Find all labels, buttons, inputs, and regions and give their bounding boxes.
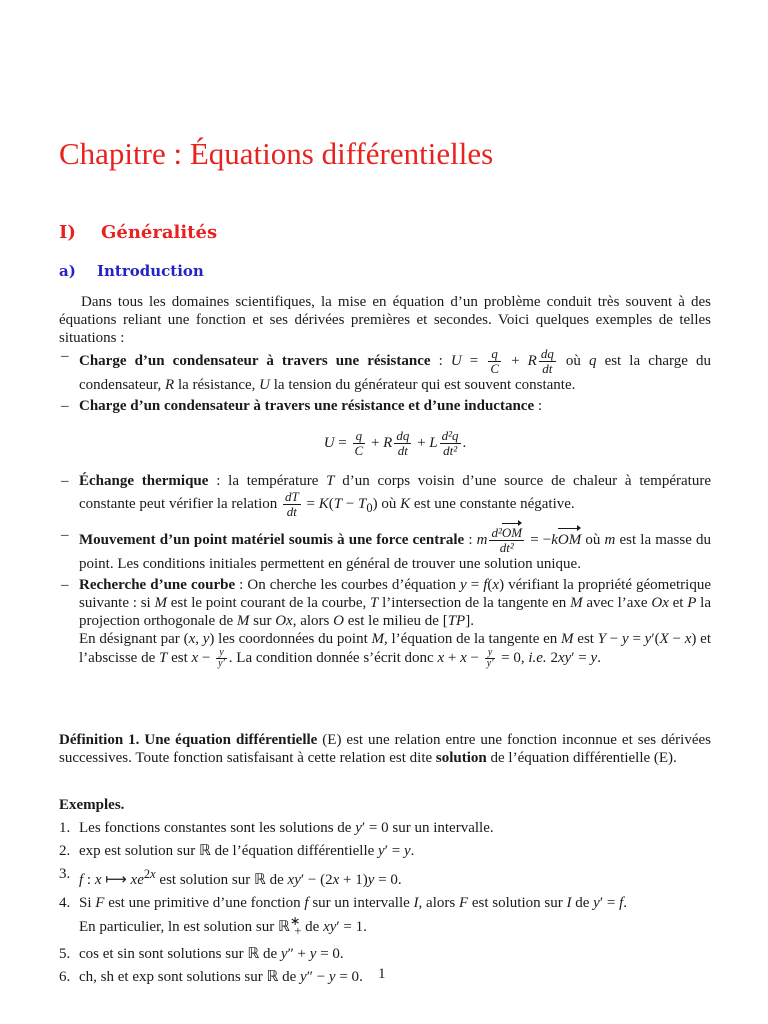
item-title: Mouvement d’un point matériel soumis à une force centrale <box>79 531 465 548</box>
list-item: 2. exp est solution sur ℝ de l’équation différentielle y′ = y. <box>59 843 415 859</box>
subsection-title: Introduction <box>97 262 204 280</box>
list-item: 5. cos et sin sont solutions sur ℝ de y″ + y = 0. <box>59 946 344 962</box>
examples-list <box>59 347 711 669</box>
item-title: Échange thermique <box>79 473 209 489</box>
examples-title: Exemples. <box>59 797 125 813</box>
list-item: 3. f : x ⟼ $xe^{2x}$ est solution sur ℝ de xy′ − (2x + 1)y = 0. <box>59 866 402 888</box>
list-item: – Recherche d’une courbe : On cherche les courbes d’équation y = f(x) vérifiant la propriété géometrique suivante : si M est le point courant de la courbe, T l’intersection de la tangente en M avec l’axe Ox et P la projection orthogonale de M sur Ox, alors O est le milieu de [TP]. En désignant par (x, y) les coordonnées du point M, l’équation de la tangente en M est Y − y = y′(X − x) et l’abscisse de T est x − $\frac{y}{y'}$ . La condition donnée s’écrit donc x + x − $\frac{y}{y'}$ = 0, i.e. 2xy′ = y. <box>61 577 712 669</box>
list-item: – Échange thermique : la température T d’un corps voisin d’une source de chaleur à température constante peut vérifier la relation $\frac{dT}{dt}$ = $K(T - T_0)$ où K est une constante négative. <box>61 473 711 519</box>
item-title: Charge d’un condensateur à travers une résistance <box>79 352 431 369</box>
intro-paragraph: Dans tous les domaines scientifiques, la mise en équation d’un problème conduit très souvent à des équations reliant une fonction et ses dérivées premières et secondes. Voici quelques exemples de telles situations : <box>59 294 711 346</box>
list-item: 4. Si F est une primitive d’une fonction f sur un intervalle I, alors F est solution sur I de y′ = f. En particulier, ln est solution sur ℝ∗$_+$ de xy′ = 1. <box>59 895 627 938</box>
section-heading <box>59 222 217 243</box>
list-item: – Mouvement d’un point matériel soumis à une force centrale : m $\frac{\text{d²OM}}{\text{dt²}}$ = −kOM où m est la masse du point. Les conditions initiales permettent en général de trouver une solution unique. <box>61 525 712 572</box>
bullet-dash: – <box>61 577 69 593</box>
definition-label: Définition 1. <box>59 732 140 748</box>
item-title: Charge d’un condensateur à travers une résistance et d’une inductance <box>79 398 535 414</box>
subsection-heading <box>59 262 204 280</box>
definition-block: Définition 1. Une équation différentielle (E) est une relation entre une fonction inconnue et ses dérivées successives. Toute fonction satisfaisant à cette relation est dite solution de l’équation différentielle (E). <box>59 732 712 766</box>
bullet-dash: – <box>61 473 69 489</box>
item-title: Recherche d’une courbe <box>79 577 236 593</box>
list-item: 6. ch, sh et exp sont solutions sur ℝ de y″ − y = 0. <box>59 969 363 985</box>
display-equation: U = $\frac{q}{C}$ + R $\frac{dq}{dt}$ + L $\frac{\text{d²q}}{\text{dt²}}$ . <box>323 428 467 458</box>
definition-solution: solution <box>435 750 487 766</box>
bullet-dash: – <box>61 527 69 543</box>
list-item: – Charge d’un condensateur à travers une résistance et d’une inductance : U = $\frac{q}{C}$ + R $\frac{dq}{dt}$ + L $\frac{\text{d²q}}{\text{dt²}}$ . <box>59 397 711 472</box>
definition-term: Une équation différentielle <box>144 732 318 748</box>
chapter-title: Chapitre : Équations différentielles <box>59 136 494 171</box>
list-item: – Charge d’un condensateur à travers une résistance : U = $\frac{q}{C}$ + R $\frac{dq}{dt}$ où q est la charge du condensateur, R la résistance, U la tension du générateur qui est souvent constante. <box>61 346 711 393</box>
bullet-dash: – <box>61 348 69 364</box>
list-item: 1. Les fonctions constantes sont les solutions de y′ = 0 sur un intervalle. <box>59 820 494 836</box>
section-number: I) <box>59 222 76 243</box>
page-number: 1 <box>378 966 386 982</box>
section-title: Généralités <box>101 222 218 243</box>
bullet-dash: – <box>61 398 69 414</box>
subsection-number: a) <box>59 262 76 280</box>
